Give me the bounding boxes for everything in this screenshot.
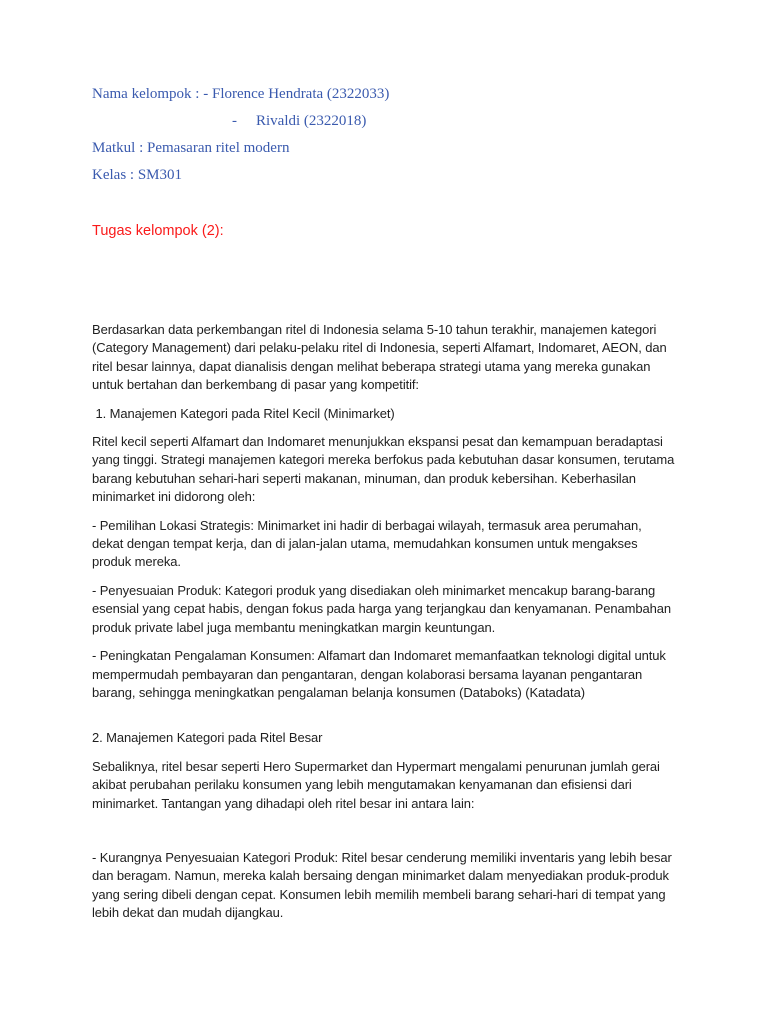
member2-name: Rivaldi (2322018): [256, 113, 367, 129]
section2-heading: 2. Manajemen Kategori pada Ritel Besar: [92, 730, 323, 746]
section1-heading: 1. Manajemen Kategori pada Ritel Kecil (Minimarket): [92, 405, 395, 421]
member2-line: [92, 113, 676, 130]
group-name-line: Nama kelompok : - Florence Hendrata (2322033): [92, 86, 390, 102]
section1-point-experience: - Peningkatan Pengalaman Konsumen: Alfamart dan Indomaret memanfaatkan teknologi digital untuk mempermudah pembayaran dan pengantaran, dengan kolaborasi bersama layanan pengantaran barang, sehingga meningkatkan pengalaman belanja konsumen (Databoks) (Katadata): [92, 648, 670, 700]
document-header: [92, 86, 676, 184]
member2-dash: -: [232, 113, 237, 129]
section2-point-category: - Kurangnya Penyesuaian Kategori Produk: Ritel besar cenderung memiliki inventaris yang lebih besar dan beragam. Namun, mereka kalah bersaing dengan minimarket dalam menyediakan produk-produk yang sering dibeli dengan cepat. Konsumen lebih memilih membeli barang sehari-hari di tempat yang lebih dekat dan mudah dijangkau.: [92, 849, 676, 921]
section1-point-product: - Penyesuaian Produk: Kategori produk yang disediakan oleh minimarket mencakup barang-barang esensial yang cepat habis, dengan fokus pada harga yang terjangkau dan kenyamanan. Penambahan produk private label juga membantu meningkatkan margin keuntungan.: [92, 582, 675, 635]
course-line: Matkul : Pemasaran ritel modern: [92, 140, 290, 156]
class-line: Kelas : SM301: [92, 167, 182, 183]
section1-point-location: - Pemilihan Lokasi Strategis: Minimarket ini hadir di berbagai wilayah, termasuk area perumahan, dekat dengan tempat kerja, dan di jalan-jalan utama, memudahkan konsumen untuk mengakses produk mereka.: [92, 517, 646, 570]
section1-lead-paragraph: Ritel kecil seperti Alfamart dan Indomaret menunjukkan ekspansi pesat dan kemampuan beradaptasi yang tinggi. Strategi manajemen kategori mereka berfokus pada kebutuhan dasar konsumen, terutama barang kebutuhan sehari-hari seperti makanan, minuman, dan produk kebersihan. Keberhasilan minimarket ini didorong oleh:: [92, 434, 678, 505]
assignment-title: Tugas kelompok (2):: [92, 223, 224, 239]
intro-paragraph: Berdasarkan data perkembangan ritel di Indonesia selama 5-10 tahun terakhir, manajemen kategori (Category Management) dari pelaku-pelaku ritel di Indonesia, seperti Alfamart, Indomaret, AEON, dan ritel besar lainnya, dapat dianalisis dengan melihat beberapa strategi utama yang mereka gunakan untuk bertahan dan berkembang di pasar yang kompetitif:: [92, 322, 671, 393]
section2-lead-paragraph: Sebaliknya, ritel besar seperti Hero Supermarket dan Hypermart mengalami penurunan jumlah gerai akibat perubahan perilaku konsumen yang lebih mengutamakan kenyamanan dan efisiensi dari minimarket. Tantangan yang dihadapi oleh ritel besar ini antara lain:: [92, 758, 664, 811]
